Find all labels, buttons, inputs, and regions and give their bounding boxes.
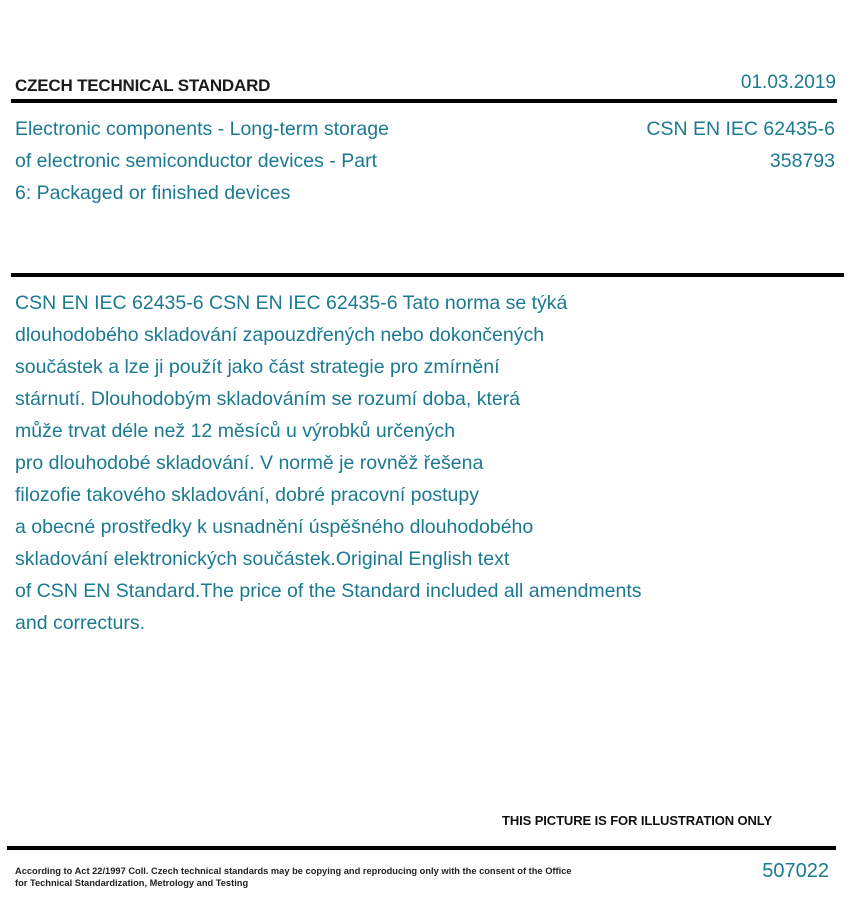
classification-number: 358793 (769, 150, 835, 172)
abstract-text (15, 287, 715, 639)
header-divider (11, 99, 837, 103)
title-line: of electronic semiconductor devices - Part (15, 150, 377, 172)
title-line: 6: Packaged or finished devices (15, 182, 291, 204)
title-divider (11, 273, 844, 277)
publication-date: 01.03.2019 (740, 72, 836, 93)
title-line: Electronic components - Long-term storage (15, 118, 389, 140)
standard-designation: CSN EN IEC 62435-6 (646, 118, 835, 140)
legal-line: for Technical Standardization, Metrology and Testing (15, 878, 249, 888)
abstract-line: filozofie takového skladování, dobré pracovní postupy (15, 484, 479, 506)
document-type-label: CZECH TECHNICAL STANDARD (15, 76, 271, 95)
standard-title (15, 113, 455, 209)
abstract-line: of CSN EN Standard.The price of the Standard included all amendments (15, 580, 642, 602)
abstract-line: a obecné prostředky k usnadnění úspěšného dlouhodobého (15, 516, 534, 538)
legal-line: According to Act 22/1997 Coll. Czech technical standards may be copying and reproducing only with the consent of the Office (15, 866, 572, 876)
document-number: 507022 (762, 860, 829, 882)
abstract-line: součástek a lze ji použít jako část strategie pro zmírnění (15, 356, 500, 378)
abstract-line: pro dlouhodobé skladování. V normě je rovněž řešena (15, 452, 484, 474)
standard-codes (646, 113, 835, 177)
abstract-line: může trvat déle než 12 měsíců u výrobků určených (15, 420, 456, 442)
abstract-line: and correcturs. (15, 612, 146, 634)
abstract-line: CSN EN IEC 62435-6 CSN EN IEC 62435-6 Tato norma se týká (15, 292, 568, 314)
abstract-line: stárnutí. Dlouhodobým skladováním se rozumí doba, která (15, 388, 521, 410)
abstract-line: dlouhodobého skladování zapouzdřených nebo dokončených (15, 324, 545, 346)
illustration-note: THIS PICTURE IS FOR ILLUSTRATION ONLY (502, 813, 773, 828)
legal-notice (15, 865, 595, 889)
abstract-line: skladování elektronických součástek.Original English text (15, 548, 510, 570)
footer-divider (7, 846, 836, 850)
